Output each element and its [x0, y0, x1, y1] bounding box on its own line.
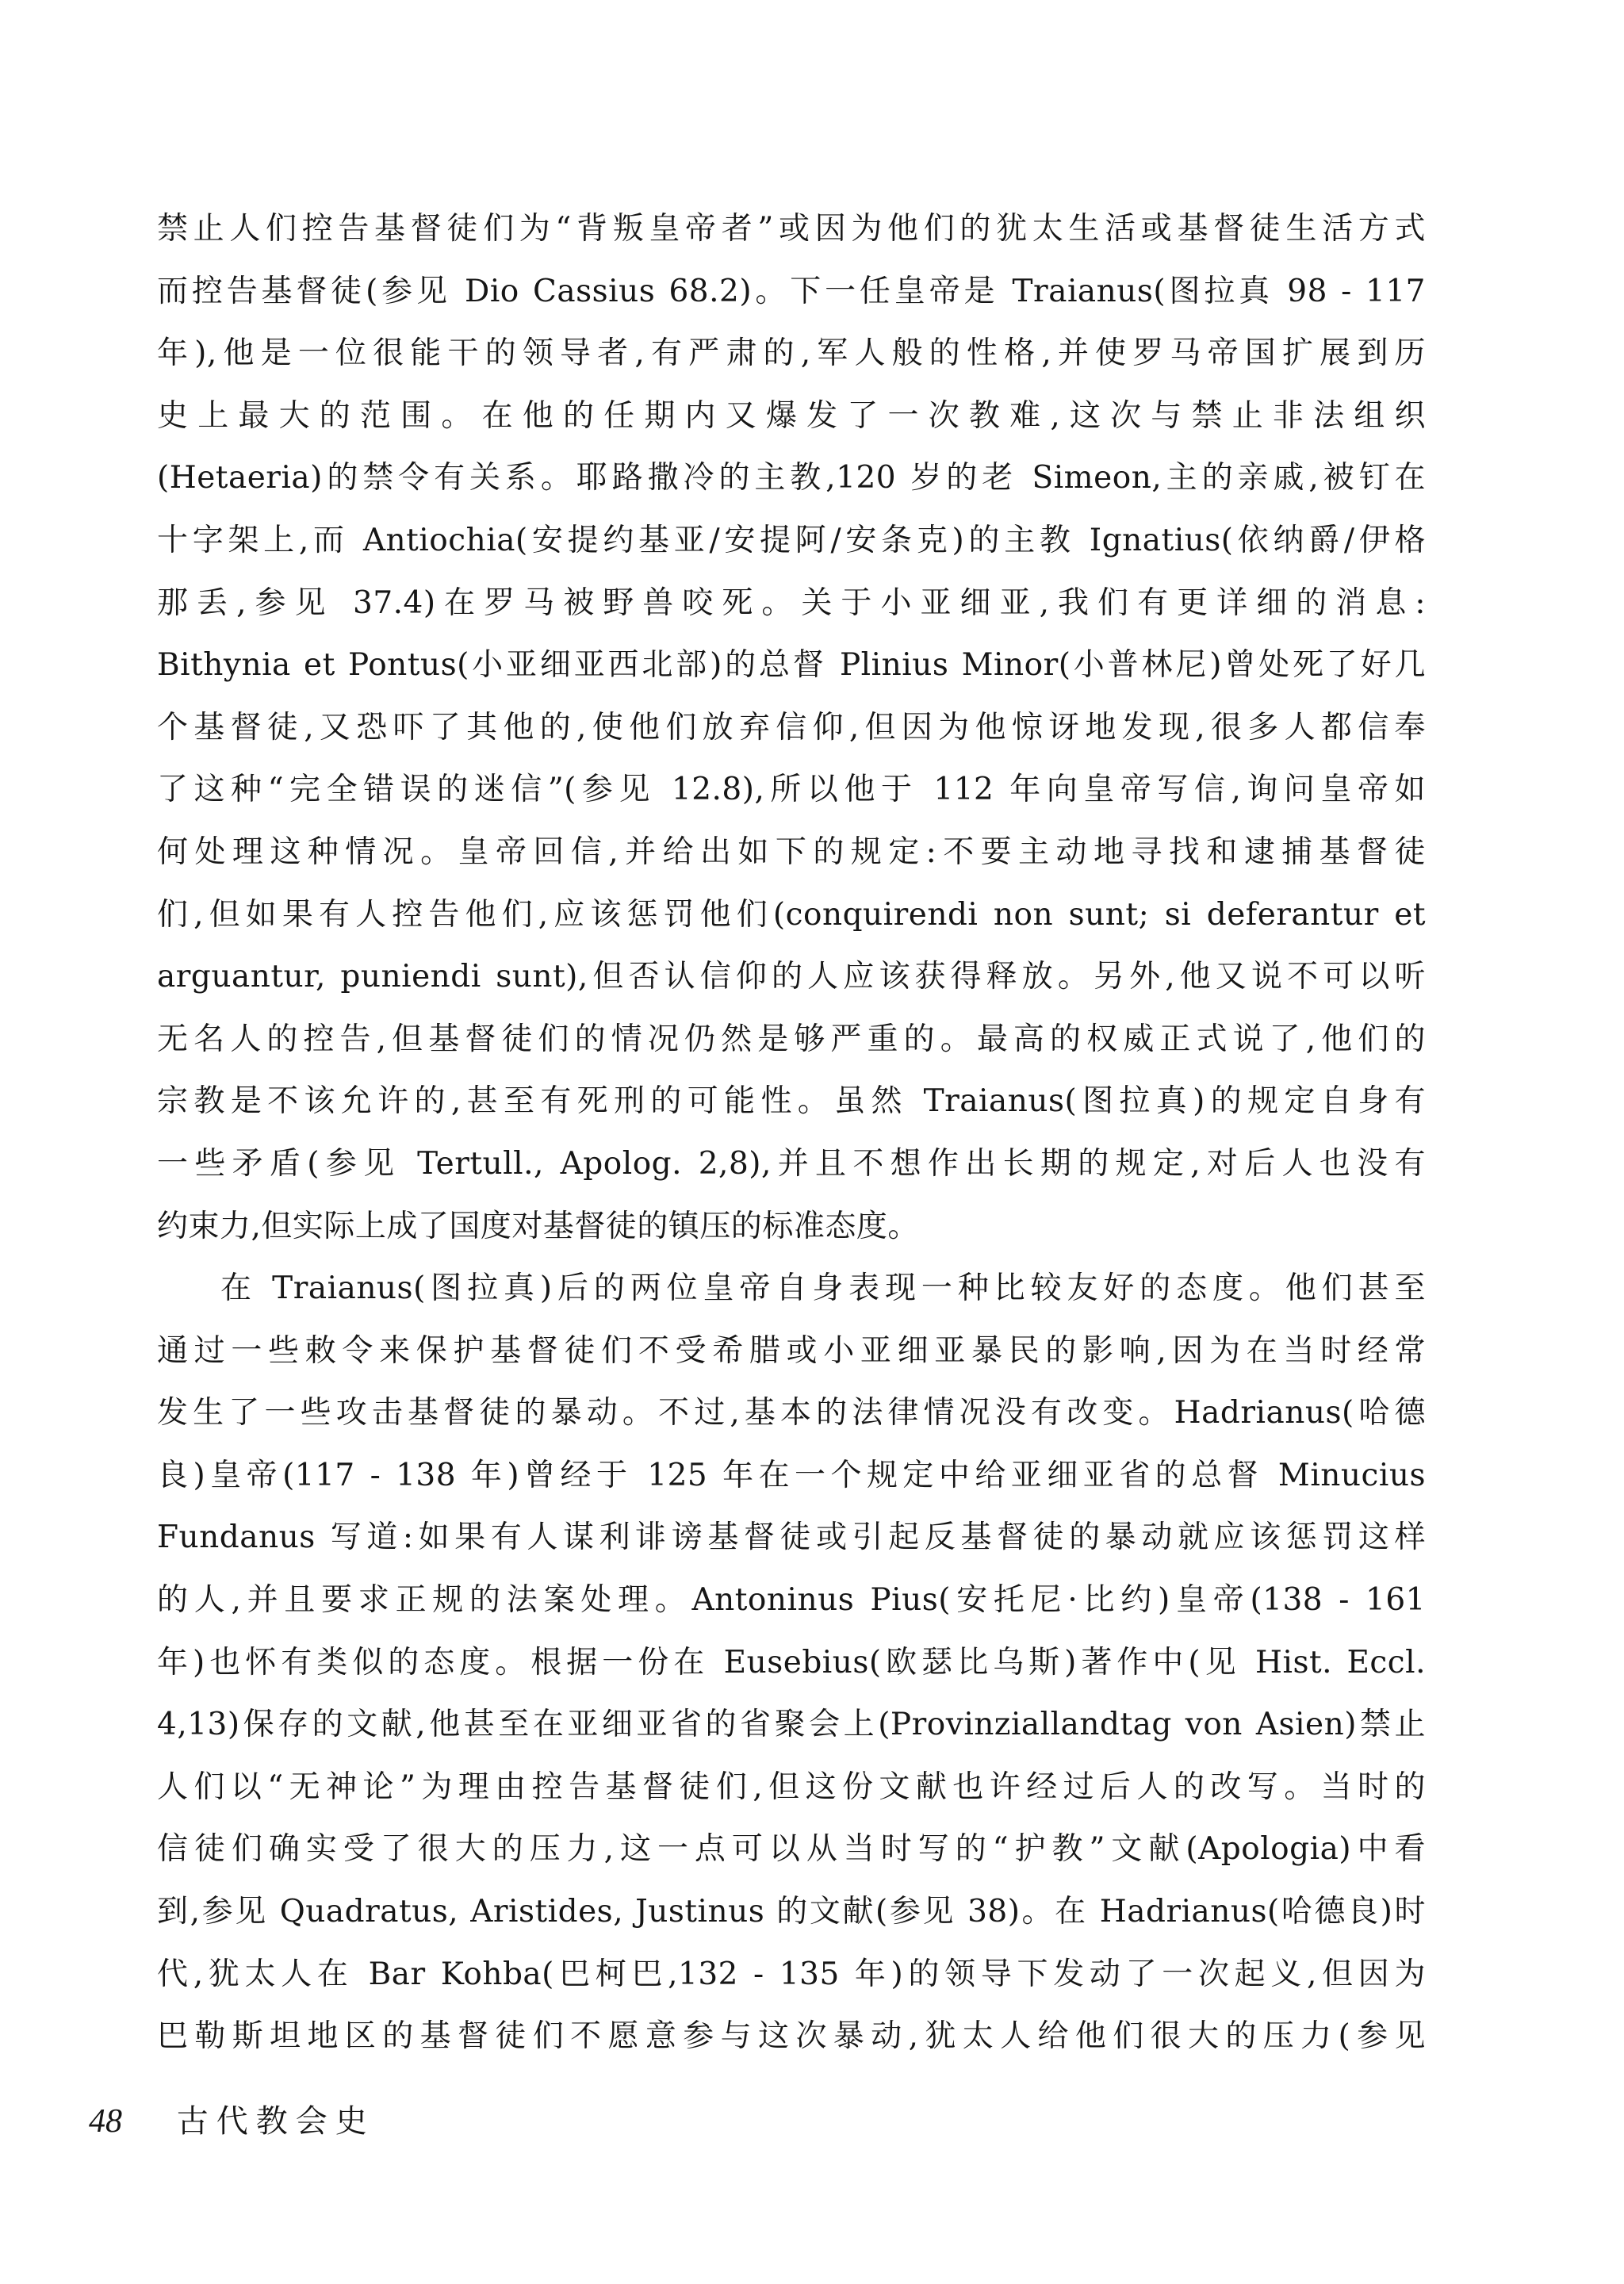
- text-line: 人们以“无神论”为理由控告基督徒们,但这份文献也许经过后人的改写。当时的: [157, 1769, 1426, 1805]
- text-line: 史上最大的范围。在他的任期内又爆发了一次教难,这次与禁止非法组织: [157, 397, 1426, 434]
- text-line: 年),他是一位很能干的领导者,有严肃的,军人般的性格,并使罗马帝国扩展到历: [157, 335, 1426, 372]
- text-line: 宗教是不该允许的,甚至有死刑的可能性。虽然 Traianus(图拉真)的规定自身有: [157, 1083, 1426, 1120]
- text-line: 发生了一些攻击基督徒的暴动。不过,基本的法律情况没有改变。Hadrianus(哈德: [157, 1395, 1426, 1431]
- text-line: 无名人的控告,但基督徒们的情况仍然是够严重的。最高的权威正式说了,他们的: [157, 1021, 1426, 1057]
- text-line: Bithynia et Pontus(小亚细亚西北部)的总督 Plinius Minor(小普林尼)曾处死了好几: [157, 647, 1426, 684]
- text-line: 良)皇帝(117 - 138 年)曾经于 125 年在一个规定中给亚细亚省的总督 Minucius: [157, 1457, 1426, 1493]
- text-line: 那丢,参见 37.4)在罗马被野兽咬死。关于小亚细亚,我们有更详细的消息:: [157, 584, 1426, 621]
- text-line: (Hetaeria)的禁令有关系。耶路撒冷的主教,120 岁的老 Simeon,主的亲戚,被钉在: [157, 460, 1426, 496]
- text-line: 们,但如果有人控告他们,应该惩罚他们(conquirendi non sunt; si deferantur et: [157, 896, 1426, 933]
- paragraph-1: [157, 198, 1426, 1258]
- text-line: 4,13)保存的文献,他甚至在亚细亚省的省聚会上(Provinziallandtag von Asien)禁止: [157, 1707, 1426, 1743]
- text-line: arguantur, puniendi sunt),但否认信仰的人应该获得释放。另外,他又说不可以听: [157, 959, 1426, 995]
- text-line: 何处理这种情况。皇帝回信,并给出如下的规定:不要主动地寻找和逮捕基督徒: [157, 834, 1426, 870]
- text-line: 一些矛盾(参见 Tertull., Apolog. 2,8),并且不想作出长期的规定,对后人也没有: [157, 1145, 1426, 1182]
- page-body: [157, 198, 1426, 2068]
- text-line: 代,犹太人在 Bar Kohba(巴柯巴,132 - 135 年)的领导下发动了一次起义,但因为: [157, 1956, 1426, 1992]
- text-line: 了这种“完全错误的迷信”(参见 12.8),所以他于 112 年向皇帝写信,询问皇帝如: [157, 772, 1426, 808]
- text-line: 信徒们确实受了很大的压力,这一点可以从当时写的“护教”文献(Apologia)中看: [157, 1831, 1426, 1868]
- paragraph-2: [157, 1258, 1426, 2068]
- text-line: 巴勒斯坦地区的基督徒们不愿意参与这次暴动,犹太人给他们很大的压力(参见: [157, 2018, 1426, 2055]
- text-line: Fundanus 写道:如果有人谋利诽谤基督徒或引起反基督徒的暴动就应该惩罚这样: [157, 1519, 1426, 1556]
- page-number: 48: [89, 2103, 122, 2140]
- text-line: 年)也怀有类似的态度。根据一份在 Eusebius(欧瑟比乌斯)著作中(见 Hist. Eccl.: [157, 1644, 1426, 1680]
- text-line: 通过一些敕令来保护基督徒们不受希腊或小亚细亚暴民的影响,因为在当时经常: [157, 1332, 1426, 1369]
- text-line: 十字架上,而 Antiochia(安提约基亚/安提阿/安条克)的主教 Ignatius(依纳爵/伊格: [157, 522, 1426, 558]
- text-line: 个基督徒,又恐吓了其他的,使他们放弃信仰,但因为他惊讶地发现,很多人都信奉: [157, 709, 1426, 745]
- text-line: 约束力,但实际上成了国度对基督徒的镇压的标准态度。: [157, 1208, 919, 1244]
- text-line: 在 Traianus(图拉真)后的两位皇帝自身表现一种比较友好的态度。他们甚至: [220, 1270, 1426, 1307]
- page-footer: [89, 2103, 375, 2140]
- text-line: 禁止人们控告基督徒们为“背叛皇帝者”或因为他们的犹太生活或基督徒生活方式: [157, 211, 1426, 247]
- text-line: 到,参见 Quadratus, Aristides, Justinus 的文献(参见 38)。在 Hadrianus(哈德良)时: [157, 1894, 1426, 1930]
- text-line: 而控告基督徒(参见 Dio Cassius 68.2)。下一任皇帝是 Traianus(图拉真 98 - 117: [157, 273, 1426, 309]
- running-title: 古代教会史: [176, 2103, 375, 2140]
- text-line: 的人,并且要求正规的法案处理。Antoninus Pius(安托尼·比约)皇帝(138 - 161: [157, 1582, 1426, 1619]
